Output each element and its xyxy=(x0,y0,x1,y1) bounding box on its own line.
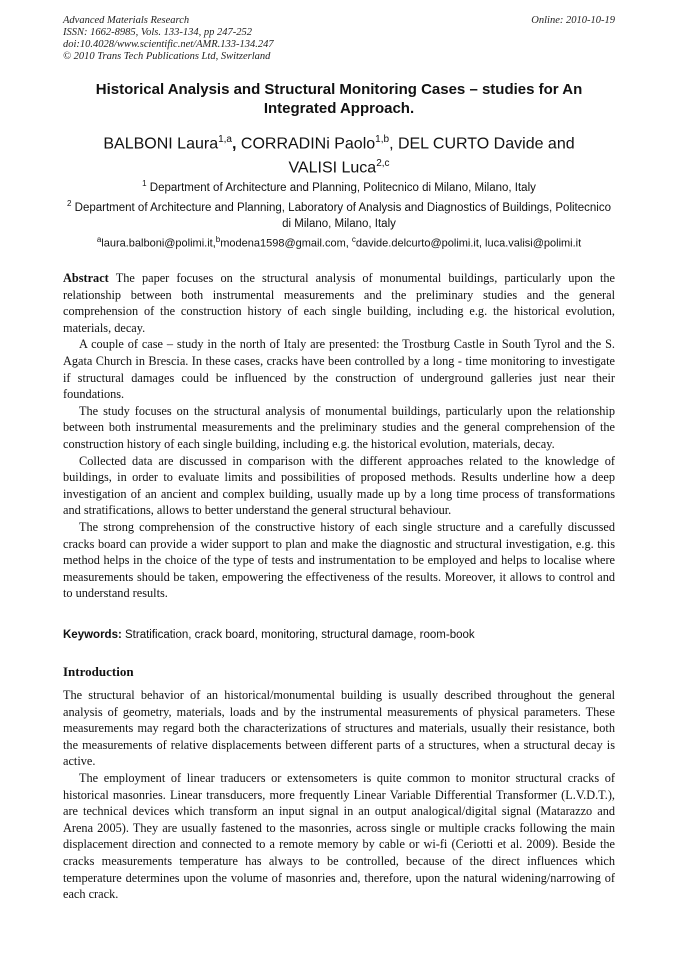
affiliation-2 xyxy=(63,196,615,232)
author-4-affil: 2,c xyxy=(376,158,390,170)
intro-p2: The employment of linear traducers or extensometers is quite common to monitor structural cracks of historical masonries. Linear transducers, more frequently Linear Variable Differential Transformer (L.V.D.T.), are technical devices which transform an input signal in an output analogical/digital signal (Matarazzo and Arena 2005). They are usually fastened to the masonries, across single or multiple cracks following the main displacement direction and connected to a remote memory by cable or wi-fi (Ceriotti et al. 2009). Beside the cracks measurements temperature has always to be controlled, because of the direct influences which temperature determines upon the volume of masonries and, therefore, upon the natural widening/narrowing of each crack. xyxy=(63,770,615,902)
journal-header xyxy=(63,15,615,63)
introduction-heading: Introduction xyxy=(63,664,134,679)
author-3: DEL CURTO Davide and xyxy=(397,135,575,153)
affiliation-1 xyxy=(63,176,615,196)
abstract-label: Abstract xyxy=(63,271,109,285)
abstract-p2: A couple of case – study in the north of Italy are presented: the Trostburg Castle in South Tyrol and the S. Agata Church in Brescia. In these cases, cracks have been controlled by a long - time monitoring to investigate if structural damages could be influenced by the construction of underground galleries just near their foundations. xyxy=(63,337,615,402)
author-list: BALBONI Laura$^{1,a}$, CORRADINi Paolo$^{1,b}$, DEL CURTO Davide and VALISI Luca$^{2,c}$ xyxy=(103,134,575,177)
email-c-marker: c xyxy=(351,235,356,244)
online-date: Online: 2010-10-19 xyxy=(531,15,615,26)
journal-copyright: © 2010 Trans Tech Publications Ltd, Switzerland xyxy=(63,51,271,62)
author-emails xyxy=(63,232,615,252)
author-4: VALISI Luca xyxy=(288,159,377,177)
keywords-text: Stratification, crack board, monitoring, structural damage, room-book xyxy=(125,629,475,641)
intro-p1: The structural behavior of an historical/monumental building is usually described throughout the general analysis of geometry, materials, loads and by the instrumental measurements of physical parameters. These measurements may regard both the characterizations of structures and materials, usually their resistance, both the measurements of relative displacements between different parts of a structures, when a structural decay is active. xyxy=(63,688,615,769)
keywords-label: Keywords: xyxy=(63,629,122,641)
abstract-p3: The study focuses on the structural analysis of monumental buildings, particularly upon the relationship between both instrumental measurements and the preliminary studies and the general comprehension of the construction history of each single building, including e.g. the historical evolution, materials, decay. xyxy=(63,403,615,451)
introduction-section xyxy=(63,687,615,903)
email-a-marker: a xyxy=(96,235,102,244)
author-1: BALBONI Laura xyxy=(103,135,219,153)
journal-name: Advanced Materials Research xyxy=(63,15,190,26)
abstract-p4: Collected data are discussed in comparison with the different approaches related to the knowledge of buildings, in order to evaluate limits and possibilities of proposed methods. Results underline how a deep investigation of an ancient and complex building, usually made up by a long time process of transformations and stratifications, allows to better understand the general structural behaviour. xyxy=(63,453,615,518)
email-a[interactable]: laura.balboni@polimi.it, xyxy=(101,237,216,250)
abstract-p5: The strong comprehension of the constructive history of each single structure and a carefully discussed cracks board can provide a wider support to plan and make the diagnostic and structural investigation, e.g. this method helps in the choice of the type of tests and instrumentation to be employed and helps to localise where measurements should be taken, empowering the effectiveness of the results. Moreover, it allows to control and to understand results. xyxy=(63,519,615,601)
author-1-affil: 1,a xyxy=(218,134,232,145)
abstract-section xyxy=(63,270,615,602)
abstract-p1-text: The paper focuses on the structural analysis of monumental buildings, particularly upon the relationship between both instrumental measurements and the preliminary studies and the general comprehension of the construction history of each single building, including e.g. the historical evolution, materials, decay. xyxy=(63,271,615,335)
email-b[interactable]: modena1598@gmail.com, xyxy=(220,237,349,250)
affiliation-2-text: Department of Architecture and Planning, Laboratory of Analysis and Diagnostics of Buildings, Politecnico di Milano, Milano, Italy xyxy=(74,201,611,230)
email-b-marker: b xyxy=(215,235,221,244)
affiliation-2-number: 2 xyxy=(67,199,72,208)
keywords xyxy=(63,627,615,643)
author-2-affil: 1,b xyxy=(375,134,390,145)
affiliation-1-text: Department of Architecture and Planning, Politecnico di Milano, Milano, Italy xyxy=(149,181,536,194)
email-c[interactable]: davide.delcurto@polimi.it, luca.valisi@polimi.it xyxy=(355,237,582,250)
paper-title: Historical Analysis and Structural Monitoring Cases – studies for An Integrated Approach. xyxy=(95,81,583,117)
abstract-p1 xyxy=(63,270,615,336)
journal-issn: ISSN: 1662-8985, Vols. 133-134, pp 247-252 xyxy=(63,27,252,38)
journal-doi: doi:10.4028/www.scientific.net/AMR.133-134.247 xyxy=(63,39,274,50)
author-2: CORRADINi Paolo xyxy=(240,135,376,153)
affiliation-1-number: 1 xyxy=(142,179,147,188)
